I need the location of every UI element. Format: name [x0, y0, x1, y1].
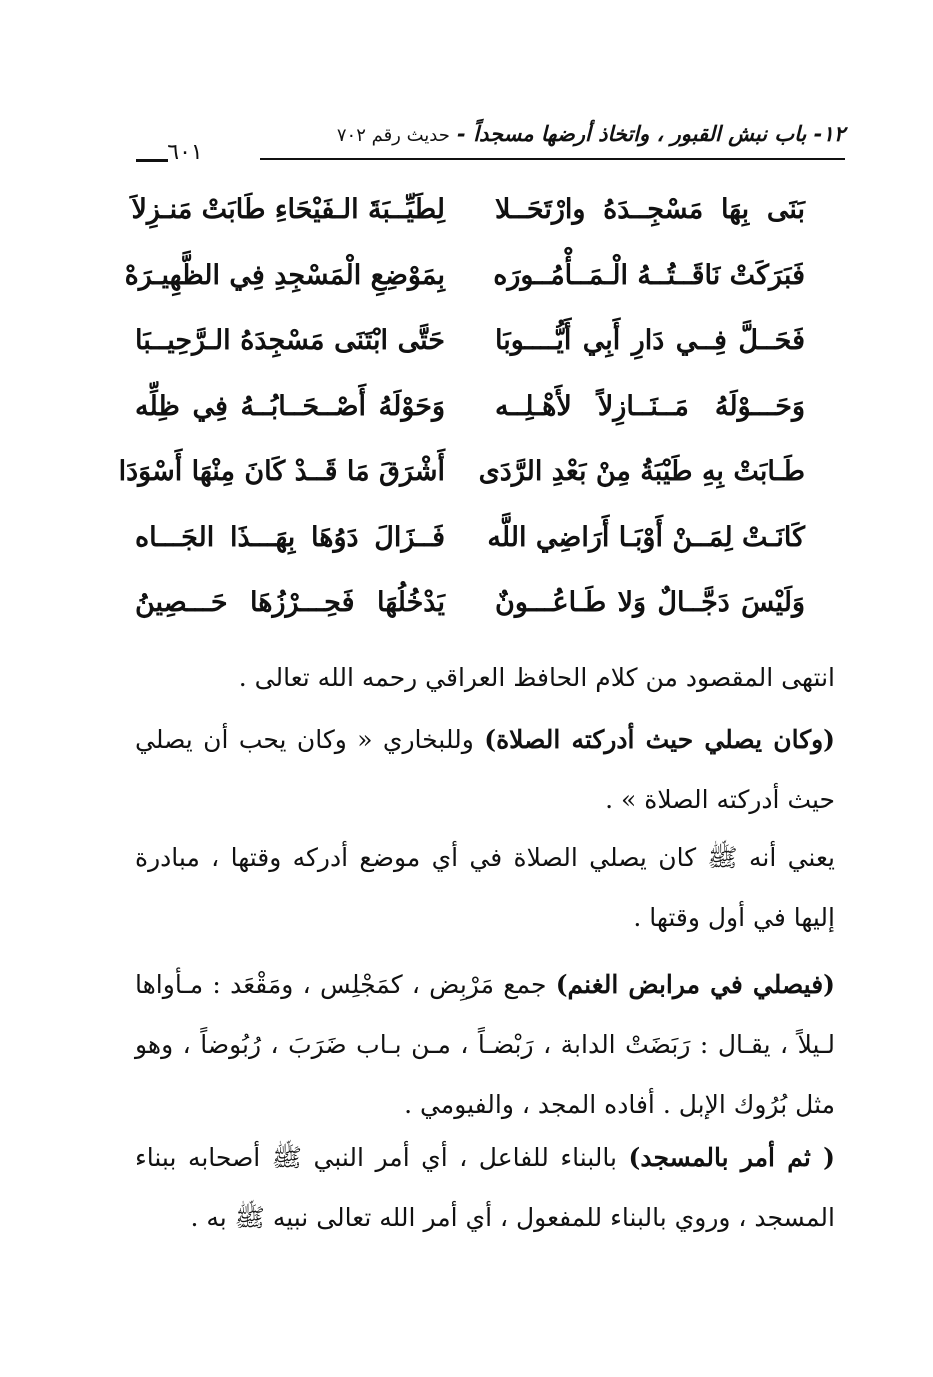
paragraph-text: بالبناء للفاعل ، أي أمر النبي ﷺ أصحابه ببناء المسجد ، وروي بالبناء للمفعول ، أي أمر الله تعالى نبيه ﷺ به . — [135, 1143, 835, 1232]
verse-second-half: حَتَّى ابْتَنَى مَسْجِدَهُ الـرَّحِيــبَا — [135, 325, 445, 356]
verse-2 — [124, 252, 835, 318]
verse-3 — [135, 317, 835, 383]
verse-second-half: لِطَيِّــبَةَ الـفَيْحَاءِ طَابَتْ مَنـزِلاَ — [131, 194, 445, 225]
verse-first-half: بَنَى بِهَا مَسْجِــدَهُ وارْتَحَــلا — [495, 194, 805, 225]
quoted-phrase: (وكان يصلي حيث أدركته الصلاة) — [484, 725, 836, 754]
verse-second-half: أَشْرَقَ مَا قَــدْ كَانَ مِنْهَا أَسْوَدَا — [118, 456, 445, 487]
paragraph-mosque-order — [135, 1128, 835, 1248]
verse-second-half: بِمَوْضِعِ الْمَسْجِدِ فِي الظَّهِيـرَهْ — [124, 259, 445, 291]
paragraph-conclusion — [135, 648, 835, 708]
verse-first-half: فَحَــلَّ فِــي دَارِ أَبِي أَيُّــــوبَا — [495, 325, 805, 356]
verse-second-half: يَدْخُلُهَا فَحِـــرْزُهَا حَـــصِينُ — [135, 587, 445, 618]
verse-first-half: طَـابَتْ بِهِ طَيْبَةُ مِنْ بَعْدِ الرَّدَى — [478, 456, 805, 487]
running-header — [130, 118, 845, 166]
header-rule — [260, 158, 845, 160]
verse-second-half: فَــزَالَ دَوُهَا بِهَـــذَا الجَـــاه — [135, 521, 445, 553]
poem — [118, 186, 835, 645]
verse-5 — [118, 448, 835, 514]
quoted-phrase: (فيصلي في مرابض الغنم) — [555, 970, 835, 999]
verse-1 — [131, 186, 835, 252]
paragraph-text: يعني أنه ﷺ كان يصلي الصلاة في أي موضع أدركه وقتها ، مبادرة إليها في أول وقتها . — [135, 843, 835, 932]
verse-6 — [135, 514, 835, 580]
paragraph-explanation — [135, 828, 835, 948]
paragraph-sheep-pens — [135, 955, 835, 1135]
verse-first-half: وَحَـــوْلَهُ مَــنَــازِلاً لأَهْـلِــه — [495, 390, 805, 422]
verse-first-half: كَانَـتْ لِمَــنْ أَوْبَـا أَرَاضِي اللَّه — [487, 521, 805, 553]
verse-4 — [135, 383, 835, 449]
quoted-phrase: ( ثم أمر بالمسجد) — [628, 1143, 835, 1172]
verse-first-half: فَبَرَكَتْ نَاقَــتُــهُ الْـمَــأْمُــورَه — [493, 259, 805, 291]
chapter-title-text: ١٢- باب نبش القبور ، واتخاذ أرضها مسجداً - — [457, 122, 845, 146]
paragraph-text: وللبخاري « وكان يحب أن يصلي حيث أدركته الصلاة » . — [135, 725, 835, 814]
paragraph-text: انتهى المقصود من كلام الحافظ العراقي رحمه الله تعالى . — [238, 663, 835, 692]
verse-second-half: وَحَوْلَهُ أَصْــحَــابُــهُ فِي ظِلِّه — [135, 390, 445, 422]
paragraph-prayer-time — [135, 710, 835, 830]
paragraph-text: جمع مَرْبِض ، كمَجْلِس ، ومَقْعَد : مـأواها لـيلاً ، يقـال : رَبَضَتْ الدابة ، رَبْضـاً ، مـن بـاب ضَرَبَ ، رُبُوضاً ، وهو مثل بُرُوك الإبل . أفاده المجد ، والفيومي . — [135, 970, 835, 1119]
verse-first-half: وَلَيْسَ دَجَّــالٌ وَلا طَـاعُـــونٌ — [495, 587, 805, 618]
chapter-title — [337, 122, 845, 146]
verse-7 — [135, 579, 835, 645]
page-number: ٦٠١ — [130, 140, 240, 165]
hadith-reference: حديث رقم ٧٠٢ — [336, 125, 450, 146]
